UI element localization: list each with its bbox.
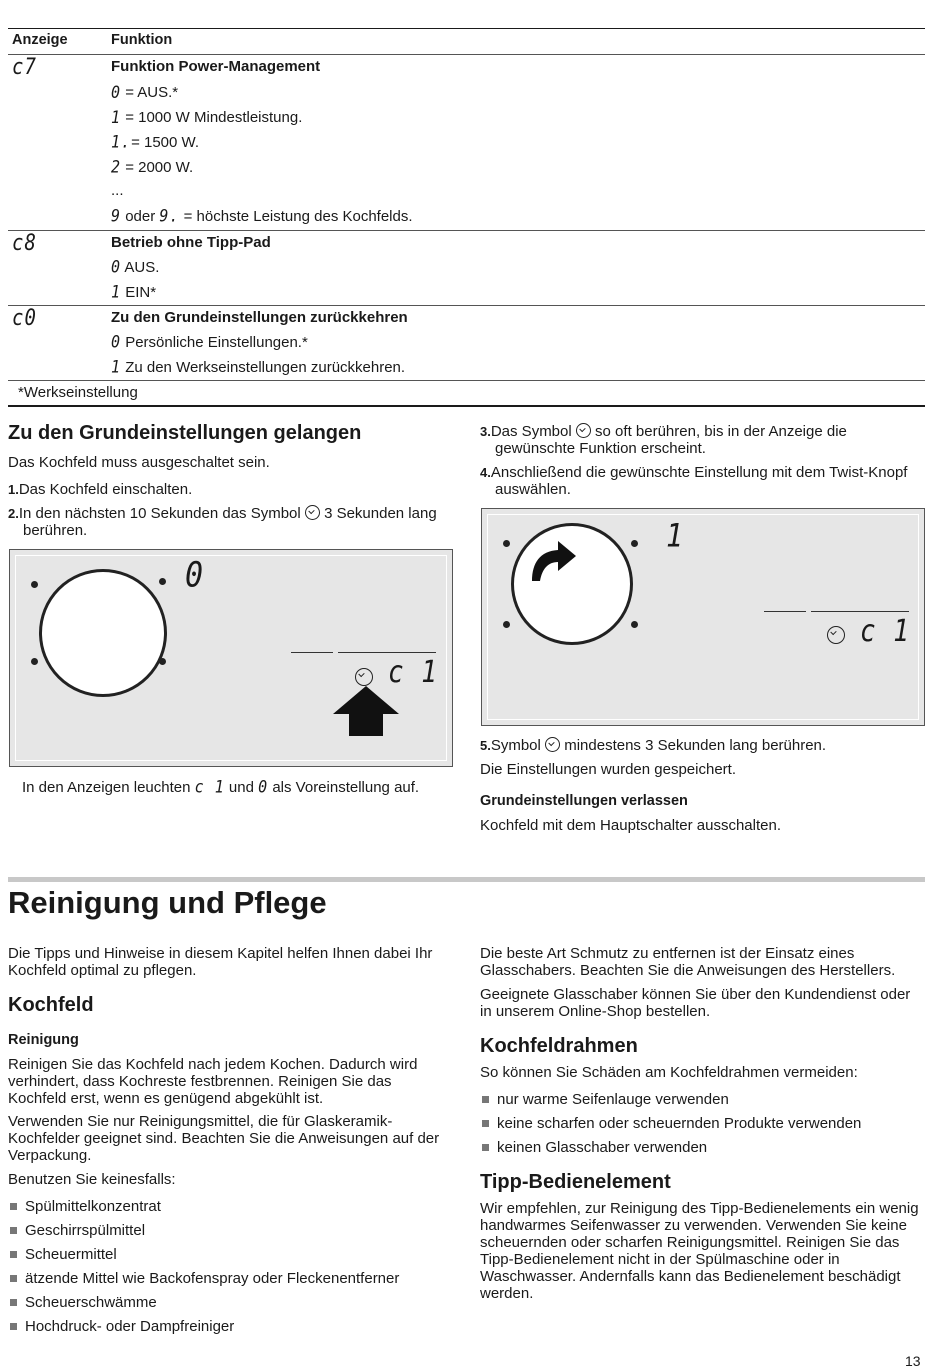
row-line: ... [111,182,124,199]
list-item: nur warme Seifenlauge verwenden [482,1091,729,1108]
list-item: Hochdruck- oder Dampfreiniger [10,1318,234,1335]
bullet-square-icon [10,1251,17,1258]
table-footnote: *Werkseinstellung [18,384,138,401]
step-4: 4.Anschließend die gewünschte Einstellung mit dem Twist-Knopf auswählen. [480,464,908,498]
knob-marker-dot [31,658,38,665]
list-item: keinen Glasschaber verwenden [482,1139,707,1156]
table-row-rule [8,305,925,306]
settings-heading: Zu den Grundeinstellungen gelangen [8,422,362,444]
row-title-c8: Betrieb ohne Tipp-Pad [111,234,271,251]
knob-marker-dot [159,578,166,585]
list-item: Geschirrspülmittel [10,1222,145,1239]
row-code-c0: c0 [12,305,37,331]
display-value: 1 [666,516,684,555]
row-line: 1 = 1000 W Mindestleistung. [111,106,303,128]
control-panel-illustration-1 [9,549,453,767]
knob-marker-dot [631,621,638,628]
row-title-c0: Zu den Grundeinstellungen zurückkehren [111,309,408,326]
tipp-heading: Tipp-Bedienelement [480,1171,671,1193]
list-item: keine scharfen oder scheuernden Produkte verwenden [482,1115,861,1132]
display-value: 0 [185,555,205,596]
row-line: 0 Persönliche Einstellungen.* [111,331,308,353]
press-arrow-icon [331,684,401,738]
tipp-text: Wir empfehlen, zur Reinigung des Tipp-Bedienelements ein wenig handwarmes Seifenwasser zu verwenden. Verwenden Sie keine scheuernden oder scharfen Reinigungsmittel. Reinigen Sie das Tipp-Bedienelement nicht in der Spülmaschine oder in Waschwasser. Andernfalls kann das Bedienelement beschädigt werden. [480,1200,919,1302]
table-header-display: Anzeige [12,32,68,48]
list-item: Scheuermittel [10,1246,117,1263]
control-panel-illustration-2 [481,508,925,726]
timer-symbol-icon [827,626,845,644]
row-line: 0 AUS. [111,256,160,278]
list-item: Scheuerschwämme [10,1294,157,1311]
kochfeld-heading: Kochfeld [8,994,94,1016]
reinigung-paragraph-1: Reinigen Sie das Kochfeld nach jedem Kochen. Dadurch wird verhindert, dass Kochreste festbrennen. Reinigen Sie das Kochfeld erst, wenn es genügend abgekühlt ist. [8,1056,418,1107]
bullet-square-icon [10,1275,17,1282]
display-divider [811,611,909,612]
step-1: 1.Das Kochfeld einschalten. [8,481,193,498]
reinigung-paragraph-2: Verwenden Sie nur Reinigungsmittel, die für Glaskeramik-Kochfelder geeignet sind. Beachten Sie die Anweisungen auf der Verpackung. [8,1113,440,1164]
row-line: 0 = AUS.* [111,81,179,103]
reinigung-heading: Reinigung [8,1032,79,1048]
row-line: 1.= 1500 W. [111,131,200,153]
section-rule [8,877,925,882]
row-line: 1 EIN* [111,281,157,303]
row-code-c7: c7 [12,54,37,80]
knob-marker-dot [631,540,638,547]
row-title-c7: Funktion Power-Management [111,58,321,75]
timer-symbol-icon [305,505,320,520]
rahmen-heading: Kochfeldrahmen [480,1035,638,1057]
row-code-c8: c8 [12,230,37,256]
table-row-rule [8,230,925,231]
display-divider [764,611,806,612]
timer-symbol-icon [576,423,591,438]
timer-symbol-icon [545,737,560,752]
list-item: Spülmittelkonzentrat [10,1198,161,1215]
panel-caption: In den Anzeigen leuchten c 1 und 0 als Voreinstellung auf. [22,776,420,798]
bullet-square-icon [482,1120,489,1127]
cleaning-intro: Die Tipps und Hinweise in diesem Kapitel helfen Ihnen dabei Ihr Kochfeld optimal zu pflegen. [8,945,433,979]
bullet-square-icon [10,1203,17,1210]
display-divider [291,652,333,653]
reinigung-paragraph-3: Benutzen Sie keinesfalls: [8,1171,176,1188]
page-number: 13 [905,1353,921,1369]
display-code: c 1 [860,614,910,650]
table-header-function: Funktion [111,32,173,48]
knob-marker-dot [503,621,510,628]
cleaning-title: Reinigung und Pflege [8,885,327,920]
knob-marker-dot [503,540,510,547]
table-row-rule [8,380,925,381]
bullet-square-icon [482,1096,489,1103]
row-line: 9 oder 9. = höchste Leistung des Kochfelds. [111,205,413,227]
exit-heading: Grundeinstellungen verlassen [480,793,688,809]
settings-saved: Die Einstellungen wurden gespeichert. [480,761,736,778]
bullet-square-icon [10,1323,17,1330]
table-bottom-rule [8,405,925,407]
twist-knob [39,569,167,697]
bullet-square-icon [482,1144,489,1151]
step-2: 2.In den nächsten 10 Sekunden das Symbol 3 Sekunden lang berühren. [8,505,437,539]
step-5: 5.Symbol mindestens 3 Sekunden lang berühren. [480,737,827,754]
rahmen-intro: So können Sie Schäden am Kochfeldrahmen vermeiden: [480,1064,858,1081]
row-line: 2 = 2000 W. [111,156,194,178]
bullet-square-icon [10,1299,17,1306]
row-line: 1 Zu den Werkseinstellungen zurückkehren. [111,356,406,378]
step-3: 3.Das Symbol so oft berühren, bis in der Anzeige die gewünschte Funktion erscheint. [480,423,847,457]
bullet-square-icon [10,1227,17,1234]
table-header-rule [8,54,925,55]
glass-scraper-paragraph: Die beste Art Schmutz zu entfernen ist der Einsatz eines Glasschabers. Beachten Sie die Anweisungen des Herstellers. [480,945,896,979]
table-top-rule [8,28,925,29]
list-item: ätzende Mittel wie Backofenspray oder Fleckenentferner [10,1270,399,1287]
display-code: c 1 [388,655,438,691]
exit-text: Kochfeld mit dem Hauptschalter ausschalten. [480,817,781,834]
glass-scraper-order-paragraph: Geeignete Glasschaber können Sie über den Kundendienst oder in unserem Online-Shop bestellen. [480,986,911,1020]
rotate-arrow-icon [526,537,578,585]
knob-marker-dot [31,581,38,588]
settings-intro: Das Kochfeld muss ausgeschaltet sein. [8,454,270,471]
display-divider [338,652,436,653]
